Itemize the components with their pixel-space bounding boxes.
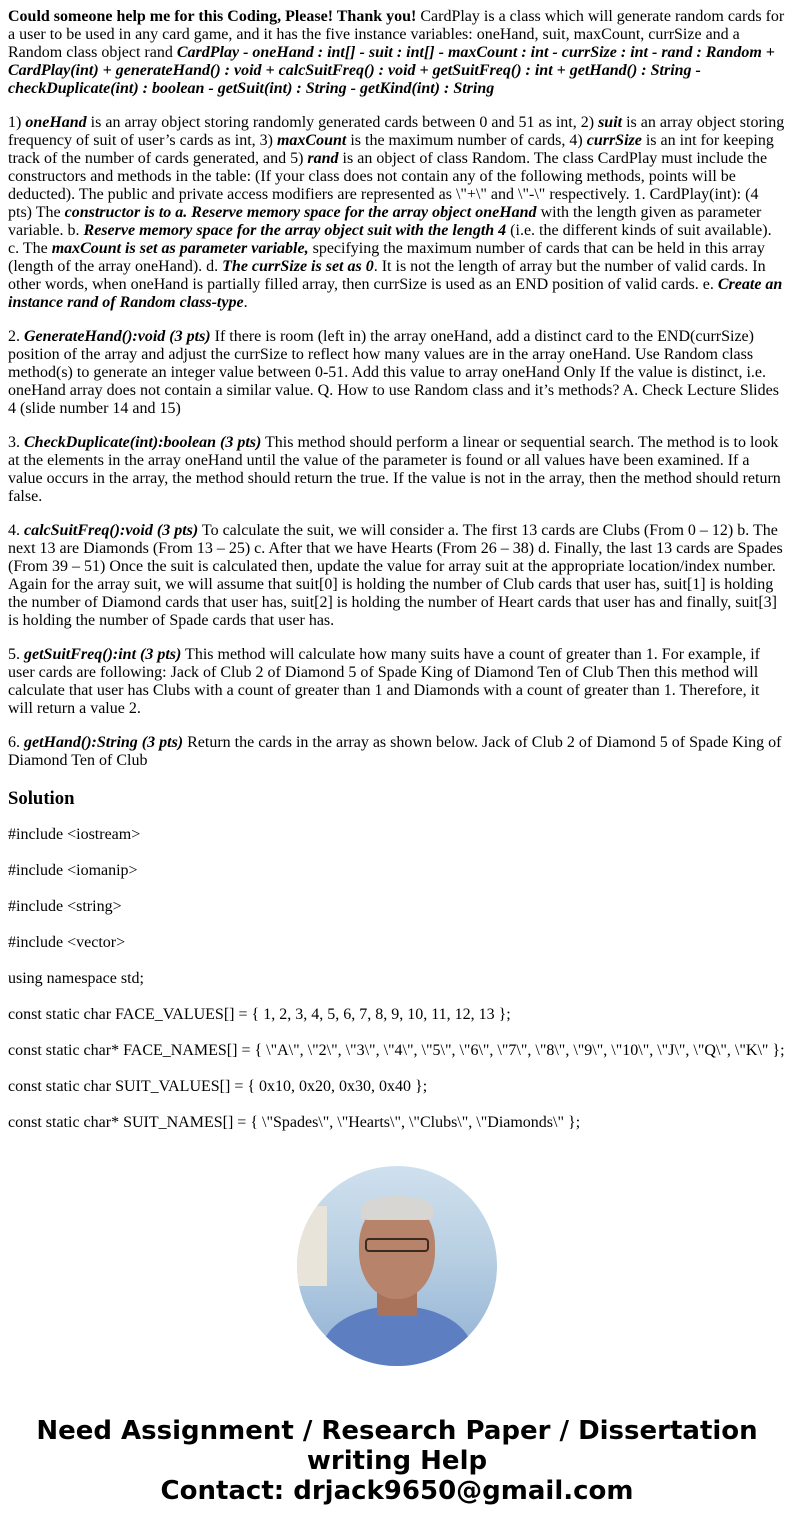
emphasis-segment: rand	[307, 150, 339, 167]
emphasis-segment: Could someone help me for this Coding, Please! Thank you!	[8, 8, 417, 25]
contact-email: Contact: drjack9650@gmail.com	[160, 1476, 634, 1506]
code-line: using namespace std;	[8, 970, 144, 987]
text-segment: 5.	[8, 646, 24, 663]
emphasis-segment: getHand():String (3 pts)	[24, 734, 184, 751]
code-line: #include <vector>	[8, 934, 126, 951]
emphasis-segment: suit	[598, 114, 623, 131]
text-segment: 2.	[8, 328, 24, 345]
emphasis-segment: Reserve memory space for the array object suit with the length 4	[83, 222, 507, 239]
code-line: const static char* SUIT_NAMES[] = { \"Spades\", \"Hearts\", \"Clubs\", \"Diamonds\" };	[8, 1114, 581, 1131]
emphasis-segment: constructor is to a. Reserve memory space for the array object oneHand	[64, 204, 537, 221]
emphasis-segment: maxCount is set as parameter variable,	[51, 240, 309, 257]
text-segment: (i.e. the different kinds of suit available). c. The	[8, 222, 772, 257]
code-line: #include <iomanip>	[8, 862, 138, 879]
emphasis-segment: GenerateHand():void (3 pts)	[24, 328, 211, 345]
emphasis-segment: getSuitFreq():int (3 pts)	[24, 646, 182, 663]
emphasis-segment: oneHand	[25, 114, 87, 131]
question-paragraph	[8, 522, 786, 630]
text-segment: 3.	[8, 434, 24, 451]
solution-code	[8, 826, 786, 1132]
question-paragraph	[8, 734, 786, 770]
code-line: const static char SUIT_VALUES[] = { 0x10, 0x20, 0x30, 0x40 };	[8, 1078, 428, 1095]
emphasis-segment: Create an instance rand of Random class-type	[8, 276, 783, 311]
author-photo	[297, 1166, 497, 1366]
emphasis-segment: CheckDuplicate(int):boolean (3 pts)	[24, 434, 262, 451]
question-paragraph	[8, 114, 786, 312]
author-photo-container	[0, 1166, 794, 1366]
text-segment: If there is room (left in) the array oneHand, add a distinct card to the END(currSize) position of the array and adjust the currSize to reflect how many values are in the array oneHand. Use Random class method(s) to generate an integer value between 0-51. Add this value to array oneHand Only If the value is distinct, i.e. oneHand array does not contain a similar value. Q. How to use Random class and it’s methods? A. Check Lecture Slides 4 (slide number 14 and 15)	[8, 328, 779, 417]
help-text: Need Assignment / Research Paper / Dissertation writing Help	[36, 1416, 758, 1476]
text-segment: specifying the maximum number of cards that can be held in this array (length of the array oneHand). d.	[8, 240, 765, 275]
text-segment: CardPlay is a class which will generate random cards for a user to be used in any card game, and it has the five instance variables: oneHand, suit, maxCount, currSize and a Random class object rand	[8, 8, 785, 61]
code-line: const static char FACE_VALUES[] = { 1, 2, 3, 4, 5, 6, 7, 8, 9, 10, 11, 12, 13 };	[8, 1006, 511, 1023]
emphasis-segment: The currSize is set as 0	[222, 258, 374, 275]
code-line: #include <string>	[8, 898, 122, 915]
text-segment: This method should perform a linear or sequential search. The method is to look at the elements in the array oneHand until the value of the parameter is found or all values have been examined. If a value occurs in the array, the method should return the true. If the value is not in the array, then the method should return false.	[8, 434, 781, 505]
text-segment: 4.	[8, 522, 24, 539]
text-segment: This method will calculate how many suits have a count of greater than 1. For example, if user cards are following: Jack of Club 2 of Diamond 5 of Spade King of Diamond Ten of Club Then this method will calculate that user has Clubs with a count of greater than 1 and Diamonds with a count of greater than 1. Therefore, it will return a value 2.	[8, 646, 760, 717]
text-segment: Return the cards in the array as shown below. Jack of Club 2 of Diamond 5 of Spade King of Diamond Ten of Club	[8, 734, 782, 769]
text-segment: 1)	[8, 114, 26, 131]
text-segment: is an int for keeping track of the number of cards generated, and 5)	[8, 132, 774, 167]
text-segment: To calculate the suit, we will consider a. The first 13 cards are Clubs (From 0 – 12) b. The next 13 are Diamonds (From 13 – 25) c. After that we have Hearts (From 26 – 38) d. Finally, the last 13 cards are Spades (From 39 – 51) Once the suit is calculated then, update the value for array suit at the appropriate location/index number. Again for the array suit, we will assume that suit[0] is holding the number of Club cards that user has, suit[1] is holding the number of Diamond cards that user has, suit[2] is holding the number of Heart cards that user has and finally, suit[3] is holding the number of Spade cards that user has.	[8, 522, 783, 629]
emphasis-segment: currSize	[586, 132, 642, 149]
text-segment: is the maximum number of cards, 4)	[346, 132, 587, 149]
text-segment: .	[243, 294, 248, 311]
text-segment: is an array object storing randomly generated cards between 0 and 51 as int, 2)	[86, 114, 599, 131]
question-paragraph	[8, 328, 786, 418]
contact-banner	[0, 1416, 794, 1506]
code-line: const static char* FACE_NAMES[] = { \"A\", \"2\", \"3\", \"4\", \"5\", \"6\", \"7\", \"8\", \"9\", \"10\", \"J\", \"Q\", \"K\" };	[8, 1042, 785, 1059]
text-segment: is an object of class Random. The class CardPlay must include the constructors and methods in the table: (If your class does not contain any of the following methods, points will be deducted). The public and private access modifiers are represented as \"+\" and \"-\" respectively. 1. CardPlay(int): (4 pts) The	[8, 150, 768, 221]
emphasis-segment: CardPlay - oneHand : int[] - suit : int[] - maxCount : int - currSize : int - rand : Random + CardPlay(int) + generateHand() : void + calcSuitFreq() : void + getSuitFreq() : int + getHand() : String - checkDuplicate(int) : boolean - getSuit(int) : String - getKind(int) : String	[8, 44, 775, 97]
text-segment: is an array object storing frequency of suit of user’s cards as int, 3)	[8, 114, 785, 149]
question-paragraph	[8, 8, 786, 98]
emphasis-segment: calcSuitFreq():void (3 pts)	[24, 522, 199, 539]
question-paragraph	[8, 646, 786, 718]
question-text	[8, 8, 786, 770]
emphasis-segment: maxCount	[276, 132, 347, 149]
code-line: #include <iostream>	[8, 826, 141, 843]
solution-heading: Solution	[8, 788, 75, 809]
text-segment: with the length given as parameter variable. b.	[8, 204, 762, 239]
text-segment: . It is not the length of array but the number of valid cards. In other words, when oneHand is partially filled array, then currSize is used as an END position of valid cards. e.	[8, 258, 766, 293]
text-segment: 6.	[8, 734, 24, 751]
question-paragraph	[8, 434, 786, 506]
